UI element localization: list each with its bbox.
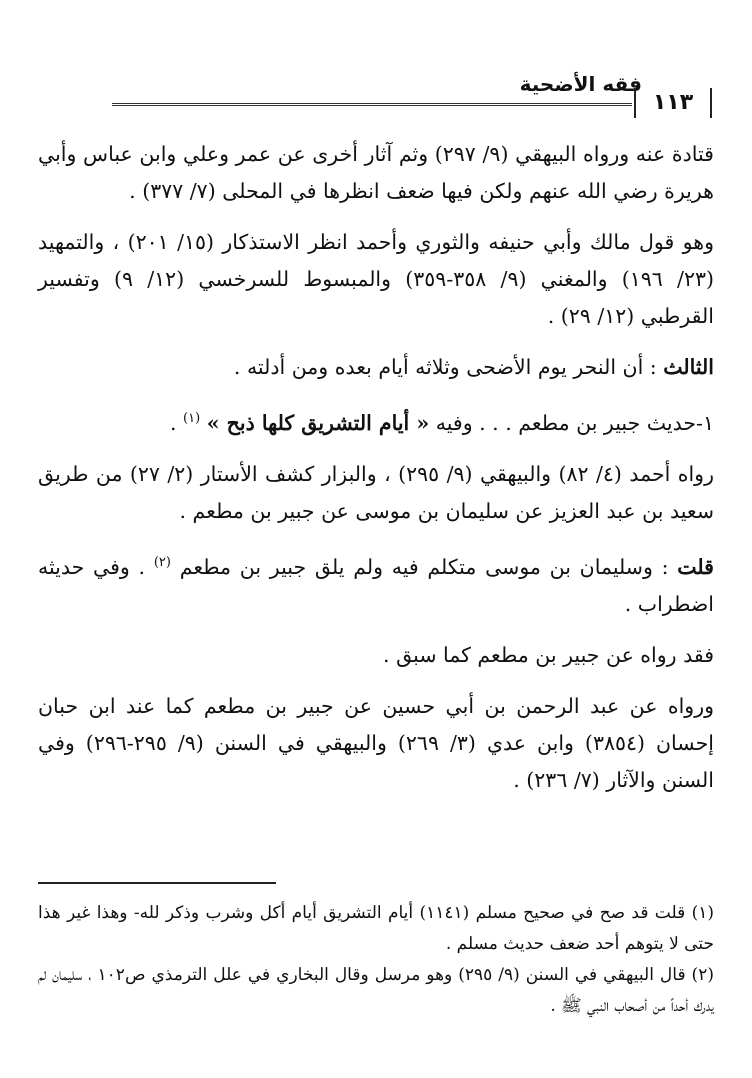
- paragraph-8: ورواه عن عبد الرحمن بن أبي حسين عن جبير بن مطعم كما عند ابن حبان إحسان (٣٨٥٤) وابن عدي (٣/ ٢٦٩) والبيهقي في السنن (٩/ ٢٩٥-٢٩٦) وفي السنن والآثار (٧/ ٢٣٦) .: [38, 693, 714, 792]
- paragraph-3-text: : أن النحر يوم الأضحى وثلاثه أيام بعده ومن أدلته .: [233, 355, 657, 379]
- paragraph-4-start: ١-حديث جبير بن مطعم . . . وفيه: [435, 410, 714, 435]
- paragraph-2: وهو قول مالك وأبي حنيفه والثوري وأحمد انظر الاستذكار (١٥/ ٢٠١) ، والتمهيد (٢٣/ ١٩٦) والمغني (٩/ ٣٥٨-٣٥٩) والمبسوط للسرخسي (١٢/ ٩) وتفسير القرطبي (١٢/ ٢٩) .: [38, 230, 714, 328]
- paragraph-4: [38, 400, 714, 442]
- paragraph-3: [38, 349, 714, 386]
- header-rule: [112, 103, 632, 106]
- paragraph-7: فقد رواه عن جبير بن مطعم كما سبق .: [383, 642, 714, 667]
- footnote-ref-1[interactable]: (١): [183, 411, 201, 426]
- page-number: ١١٣: [634, 88, 712, 118]
- paragraph-5: رواه أحمد (٤/ ٨٢) والبيهقي (٩/ ٢٩٥) ، والبزار كشف الأستار (٢/ ٢٧) من طريق سعيد بن عبد العزيز عن سليمان بن موسى عن جبير بن مطعم .: [38, 461, 714, 523]
- paragraph-6-end: . وفي حديثه اضطراب .: [38, 554, 714, 616]
- footnote-ref-2[interactable]: (٢): [153, 554, 171, 570]
- paragraph-4-end: .: [169, 410, 177, 435]
- body-text: [38, 136, 714, 813]
- paragraph-6-label: قلت: [677, 554, 714, 579]
- paragraph-6-text: : وسليمان بن موسى متكلم فيه ولم يلق جبير بن مطعم: [179, 554, 669, 579]
- footnote-1: (١) قلت قد صح في صحيح مسلم (١١٤١) أيام التشريق أيام أكل وشرب وذكر لله- وهذا غير هذا حتى لا يتوهم أحد ضعف حديث مسلم .: [38, 903, 714, 954]
- running-header-title: فقه الأضحية: [519, 72, 642, 96]
- paragraph-3-label: الثالث: [663, 355, 714, 379]
- paragraph-1: قتادة عنه ورواه البيهقي (٩/ ٢٩٧) وثم آثار أخرى عن عمر وعلي وابن عباس وأبي هريرة رضي الله عنهم ولكن فيها ضعف انظرها في المحلى (٧/ ٣٧٧) .: [38, 142, 714, 203]
- paragraph-6: [38, 544, 714, 623]
- footnote-2: (٢) قال البيهقي في السنن (٩/ ٢٩٥) وهو مرسل وقال البخاري في علل الترمذي ص١٠٢ ، سليمان لم يدرك أحداً من أصحاب النبي ﷺ .: [38, 965, 714, 1016]
- footnote-separator: [38, 882, 276, 884]
- footnotes: [38, 898, 714, 1022]
- hadith-quote: « أيام التشريق كلها ذبح »: [206, 410, 430, 435]
